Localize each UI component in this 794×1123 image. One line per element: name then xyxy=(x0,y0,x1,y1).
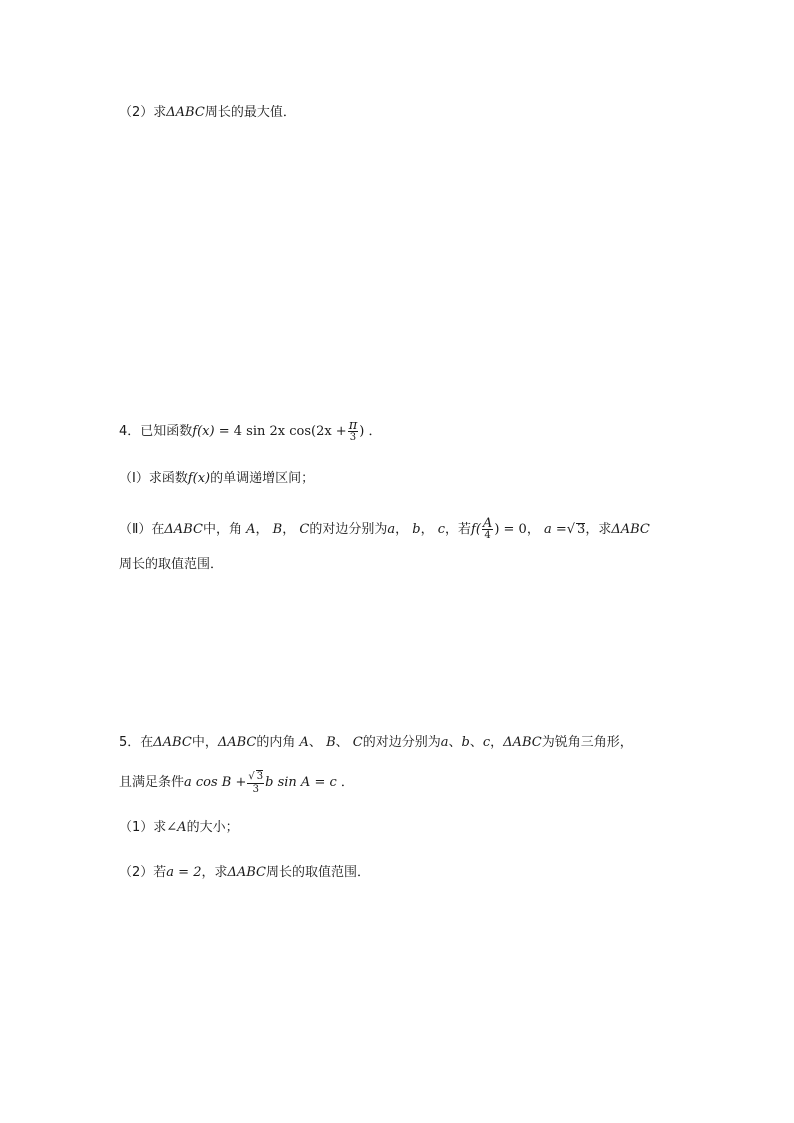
q4-part2-side-a: a xyxy=(387,522,396,537)
q4-part2-text-c: ，若 xyxy=(445,522,472,537)
q4-stem-line xyxy=(119,420,381,443)
q4-part1-line xyxy=(119,470,314,488)
q4-part2-line2-text: 周长的取值范围． xyxy=(119,557,224,572)
q5-l2-expr1: a cos B + xyxy=(184,775,247,790)
q5-l1-triangle2: ΔABC xyxy=(217,735,257,750)
q4-part2-feq: ) = 0 xyxy=(494,522,527,537)
q5-p2-mid: ，求 xyxy=(201,865,228,880)
q4-part2-f: f( xyxy=(471,522,481,537)
q5-l1-text-b: 的内角 xyxy=(256,735,296,750)
q3-part2-line xyxy=(119,104,296,122)
q5-l2-fraction xyxy=(247,770,264,795)
q5-p1-angle: ∠A xyxy=(166,820,187,835)
q5-l2-prefix: 且满足条件 xyxy=(119,775,185,790)
q4-stem-three: 3 xyxy=(349,432,357,443)
q5-l1-text-a: 中， xyxy=(191,735,218,750)
sqrt-icon: √ xyxy=(248,771,255,782)
q4-part2-angle-B: B xyxy=(272,522,283,537)
q5-l1-angle-B: B xyxy=(326,735,336,750)
q4-part2-prefix: （Ⅱ）在 xyxy=(119,522,165,537)
q5-l2-expr2: b sin A = c xyxy=(265,775,337,790)
q5-l1-text-c: 的对边分别为 xyxy=(362,735,441,750)
q5-l1-sep: 、 xyxy=(308,735,322,750)
q4-part2-sep: ， xyxy=(395,522,409,537)
q4-part2-angle-C: C xyxy=(299,522,310,537)
q5-l1-side-a: a xyxy=(440,735,449,750)
q5-l1-sep: 、 xyxy=(448,735,462,750)
q5-p2-eq: a = 2 xyxy=(166,865,202,880)
q5-l2-frac-den: 3 xyxy=(252,784,259,795)
q4-part2-text-b: 的对边分别为 xyxy=(309,522,388,537)
q5-part2-line xyxy=(119,864,370,882)
q5-l1-text-d: ， xyxy=(490,735,504,750)
q4-part2-triangle: ΔABC xyxy=(164,522,203,537)
q3-part2-prefix: （2）求 xyxy=(119,105,167,120)
q4-part2-text-a: 中，角 xyxy=(202,522,242,537)
q4-part2-frac-num: A xyxy=(482,516,493,531)
sqrt-icon: √ xyxy=(566,522,576,537)
q5-part1-line xyxy=(119,819,239,837)
q3-part2-triangle: ΔABC xyxy=(166,105,205,120)
q4-stem-fx: f(x) xyxy=(192,424,215,439)
q4-part2-sep: ， xyxy=(282,522,296,537)
q5-l1-angle-A: A xyxy=(299,735,309,750)
q5-line1 xyxy=(119,734,633,752)
q5-l1-text-e: 为锐角三角形， xyxy=(541,735,633,750)
q4-part2-line xyxy=(119,518,650,541)
q4-stem-pi: π xyxy=(348,418,358,433)
q5-p1-prefix: （1）求 xyxy=(119,820,167,835)
q5-p2-suffix: 周长的取值范围． xyxy=(266,865,371,880)
q4-part2-angle-A: A xyxy=(246,522,256,537)
q4-stem-fraction xyxy=(348,420,359,443)
q4-part2-triangle2: ΔABC xyxy=(611,522,650,537)
q5-l1-sep: 、 xyxy=(469,735,483,750)
q5-l1-angle-C: C xyxy=(352,735,363,750)
q5-l1-sep: 、 xyxy=(335,735,349,750)
q5-l1-triangle3: ΔABC xyxy=(503,735,542,750)
q4-stem-prefix: 4．已知函数 xyxy=(119,424,193,439)
q5-l2-end: ． xyxy=(340,775,354,790)
q4-part2-side-b: b xyxy=(412,522,421,537)
q5-l1-side-c: c xyxy=(482,735,491,750)
q4-part2-line2 xyxy=(119,556,223,574)
q4-part2-side-c: c xyxy=(437,522,446,537)
q4-part1-fx: f(x) xyxy=(187,471,211,486)
q4-part1-prefix: （Ⅰ）求函数 xyxy=(119,471,188,486)
q5-p1-suffix: 的大小； xyxy=(186,820,239,835)
q3-part2-suffix: 周长的最大值． xyxy=(204,105,296,120)
q4-part2-fraction xyxy=(482,518,493,541)
q5-l1-triangle: ΔABC xyxy=(153,735,192,750)
q4-part2-sep: ， xyxy=(255,522,269,537)
q4-part2-sep: ， xyxy=(526,522,540,537)
q5-l2-frac-num xyxy=(247,770,264,784)
q4-part2-text-d: ，求 xyxy=(585,522,612,537)
q5-p2-prefix: （2）若 xyxy=(119,865,167,880)
q4-part2-a-eq: a = xyxy=(543,522,567,537)
q5-l2-sqrt3: 3 xyxy=(256,771,264,782)
q5-p2-triangle: ΔABC xyxy=(227,865,267,880)
q4-part2-frac-den: 4 xyxy=(484,530,491,541)
q4-part2-sep: ， xyxy=(420,522,434,537)
q5-line2 xyxy=(119,770,354,795)
q4-stem-close: ) ． xyxy=(359,424,382,439)
q5-l1-side-b: b xyxy=(461,735,470,750)
q4-stem-eq: = 4 sin 2x cos(2x + xyxy=(218,424,347,439)
q4-part2-sqrt3: 3 xyxy=(577,522,586,537)
q5-l1-prefix: 5．在 xyxy=(119,735,154,750)
q4-part1-suffix: 的单调递增区间； xyxy=(210,471,315,486)
